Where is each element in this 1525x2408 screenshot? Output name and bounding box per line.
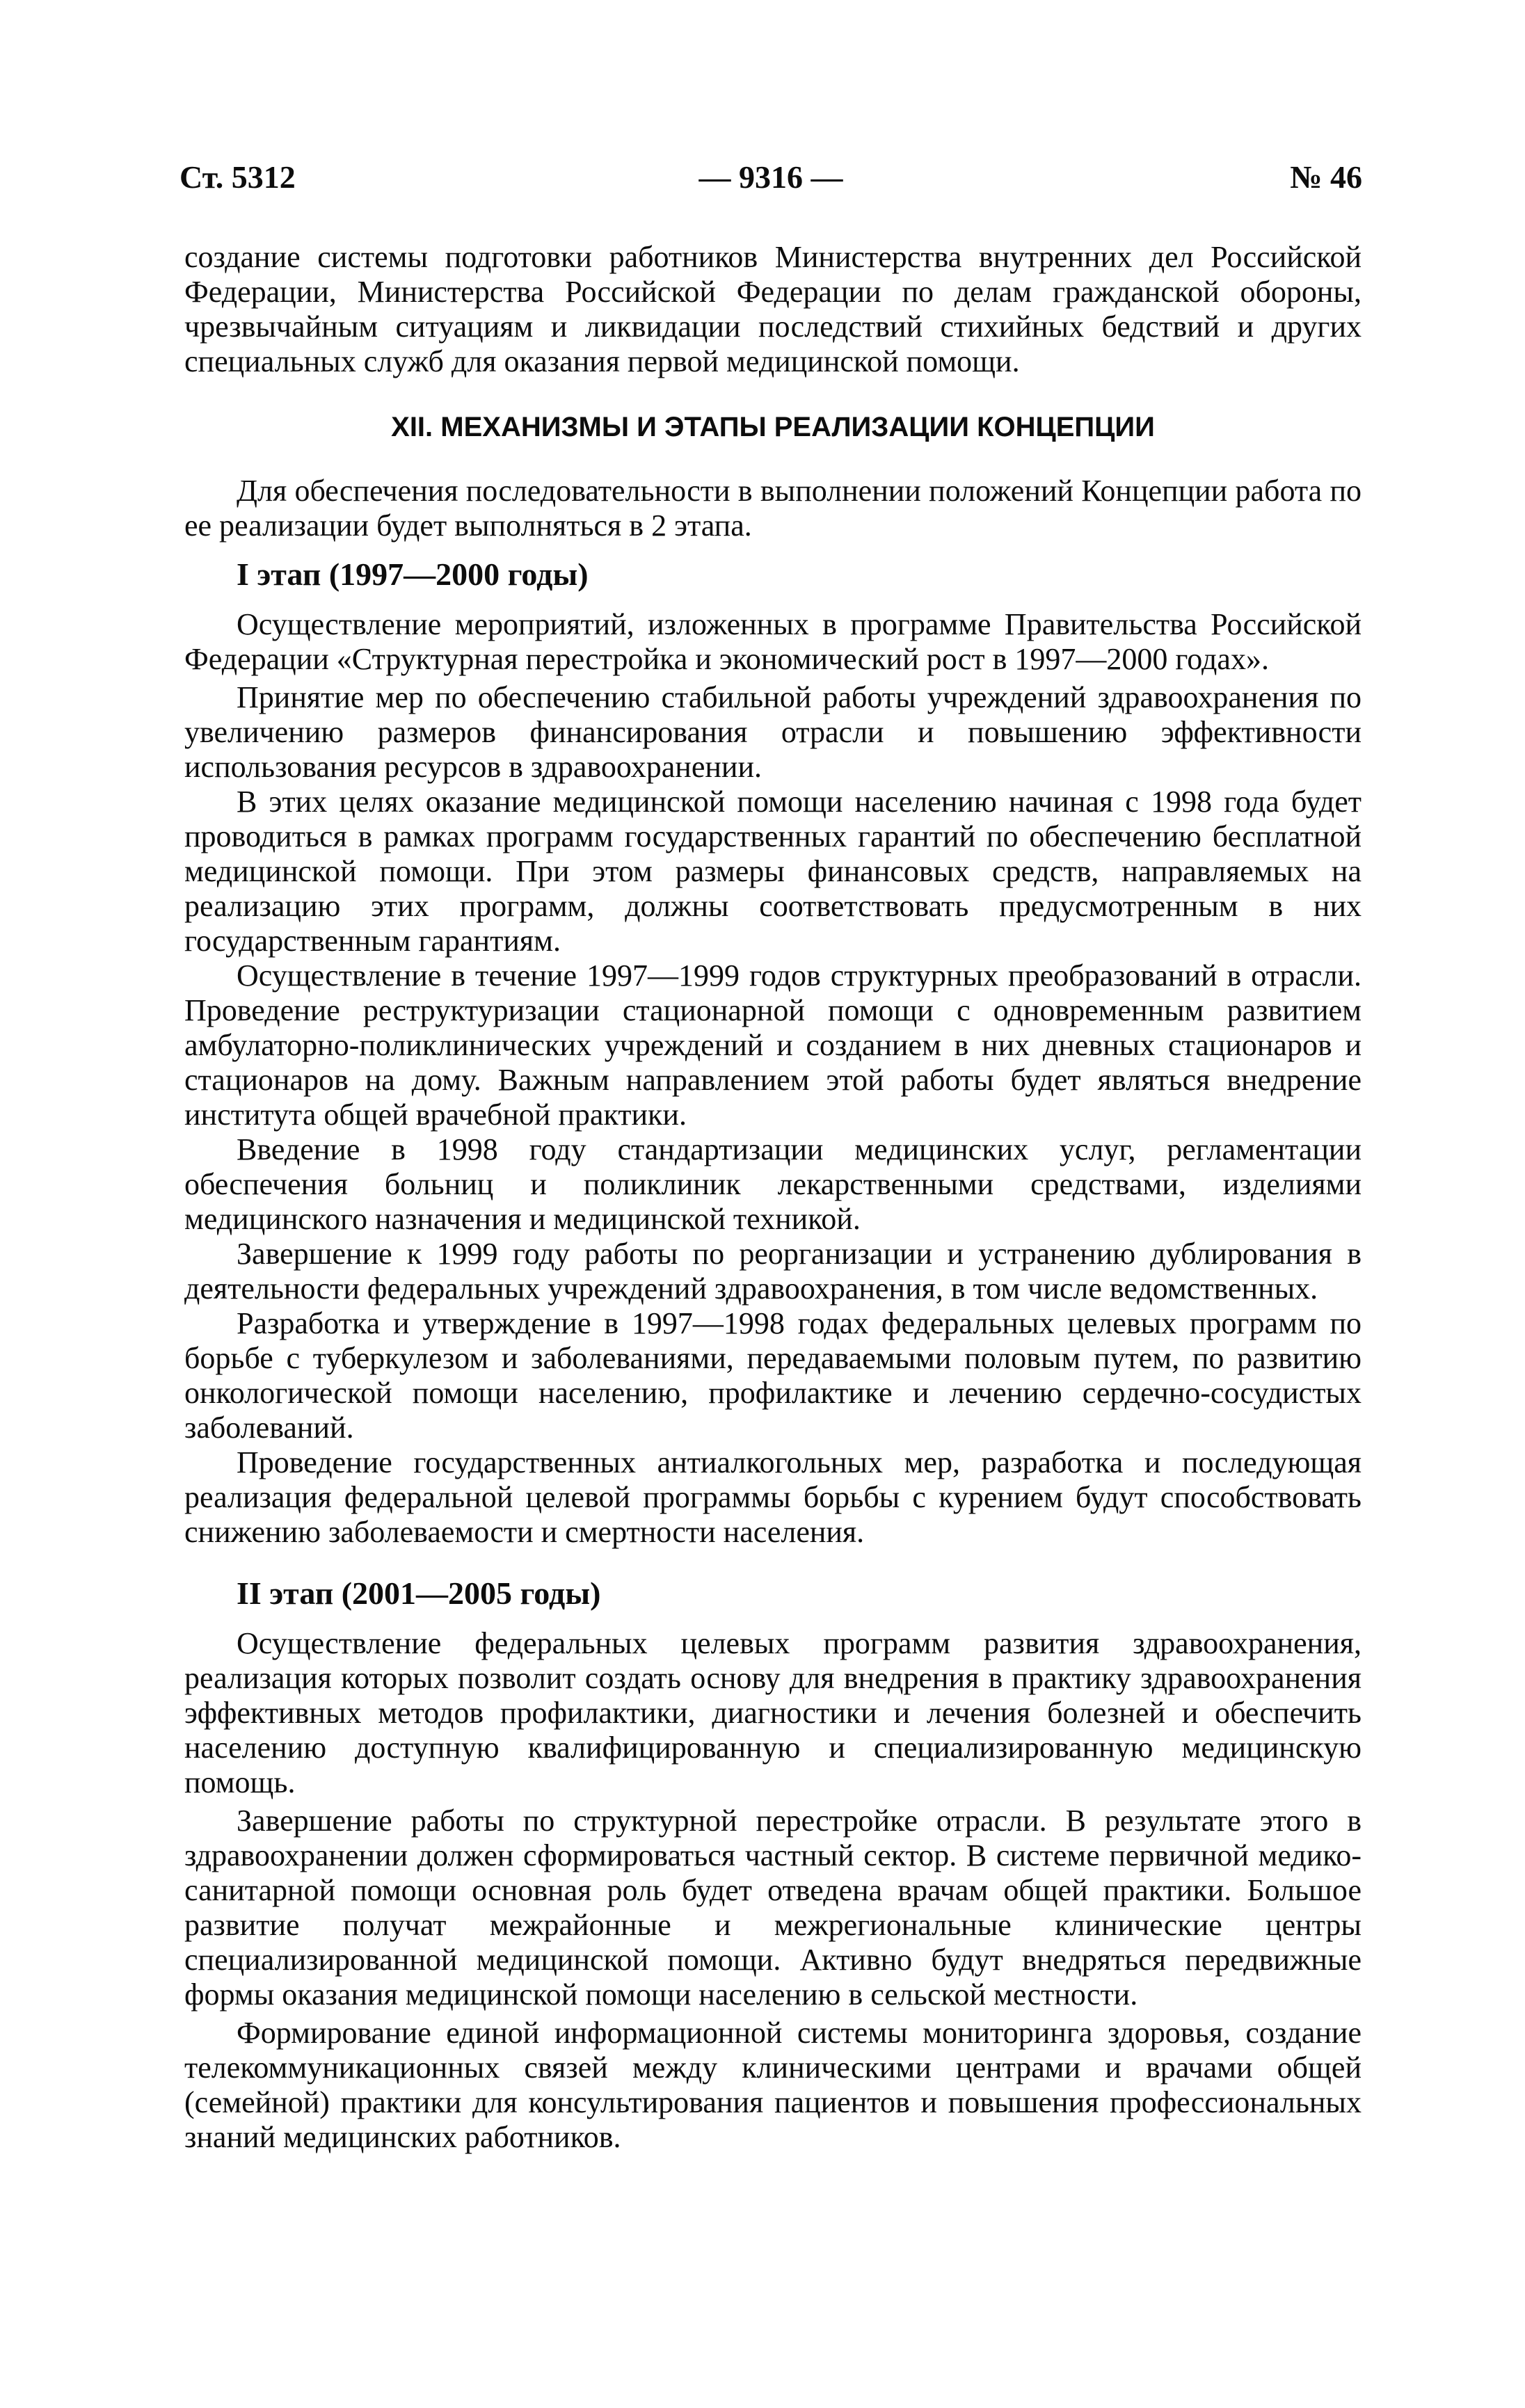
section-intro: Для обеспечения последовательности в выполнении положений Концепции работа по ее реализации будет выполняться в 2 этапа.	[184, 474, 1362, 543]
document-body	[184, 240, 1362, 2155]
intro-paragraph: создание системы подготовки работников Министерства внутренних дел Российской Федерации, Министерства Российской Федерации по делам гражданской обороны, чрезвычайным ситуациям и ликвидации последствий стихийных бедствий и других специальных служб для оказания первой медицинской помощи.	[184, 240, 1362, 378]
stage1-paragraph: Осуществление в течение 1997—1999 годов структурных преобразований в отрасли. Проведение реструктуризации стационарной помощи с одновременным развитием амбулаторно-поликлинических учреждений и созданием в них дневных стационаров и стационаров на дому. Важным направлением этой работы будет являться внедрение института общей врачебной практики.	[184, 958, 1362, 1132]
stage1-paragraph: Введение в 1998 году стандартизации медицинских услуг, регламентации обеспечения больниц и поликлиник лекарственными средствами, изделиями медицинского назначения и медицинской техникой.	[184, 1132, 1362, 1236]
stage2-title: II этап (2001—2005 годы)	[237, 1575, 601, 1611]
page-number: — 9316 —	[698, 159, 843, 195]
stage1-title: I этап (1997—2000 годы)	[237, 556, 589, 592]
stage2-paragraph: Завершение работы по структурной перестройке отрасли. В результате этого в здравоохранении должен сформироваться частный сектор. В системе первичной медико-санитарной помощи основная роль будет отведена врачам общей практики. Большое развитие получат межрайонные и межрегиональные клинические центры специализированной медицинской помощи. Активно будут внедряться передвижные формы оказания медицинской помощи населению в сельской местности.	[184, 1804, 1362, 2012]
stage1-paragraph: Завершение к 1999 году работы по реорганизации и устранению дублирования в деятельности федеральных учреждений здравоохранения, в том числе ведомственных.	[184, 1237, 1362, 1306]
stage2-paragraph: Осуществление федеральных целевых программ развития здравоохранения, реализация которых позволит создать основу для внедрения в практику здравоохранения эффективных методов профилактики, диагностики и лечения болезней и обеспечить населению доступную квалифицированную и специализированную медицинскую помощь.	[184, 1626, 1362, 1799]
stage1-paragraph: Осуществление мероприятий, изложенных в программе Правительства Российской Федерации «Структурная перестройка и экономический рост в 1997—2000 годах».	[184, 607, 1362, 676]
stage1-paragraph: Разработка и утверждение в 1997—1998 годах федеральных целевых программ по борьбе с туберкулезом и заболеваниями, передаваемыми половым путем, по развитию онкологической помощи населению, профилактике и лечению сердечно-сосудистых заболеваний.	[184, 1306, 1362, 1445]
stage1-paragraph: Принятие мер по обеспечению стабильной работы учреждений здравоохранения по увеличению размеров финансирования отрасли и повышению эффективности использования ресурсов в здравоохранении.	[184, 680, 1362, 784]
stage2-paragraph: Формирование единой информационной системы мониторинга здоровья, создание телекоммуникационных связей между клиническими центрами и врачами общей (семейной) практики для консультирования пациентов и повышения профессиональных знаний медицинских работников.	[184, 2016, 1362, 2154]
article-number: Ст. 5312	[179, 159, 296, 195]
page-header	[179, 159, 1362, 207]
section-title: XII. МЕХАНИЗМЫ И ЭТАПЫ РЕАЛИЗАЦИИ КОНЦЕПЦИИ	[391, 412, 1155, 442]
issue-number: № 46	[1290, 159, 1362, 195]
stage1-paragraph: В этих целях оказание медицинской помощи населению начиная с 1998 года будет проводиться в рамках программ государственных гарантий по обеспечению бесплатной медицинской помощи. При этом размеры финансовых средств, направляемых на реализацию этих программ, должны соответствовать предусмотренным в них государственным гарантиям.	[184, 785, 1362, 958]
stage1-paragraph: Проведение государственных антиалкогольных мер, разработка и последующая реализация федеральной целевой программы борьбы с курением будут способствовать снижению заболеваемости и смертности населения.	[184, 1445, 1362, 1549]
